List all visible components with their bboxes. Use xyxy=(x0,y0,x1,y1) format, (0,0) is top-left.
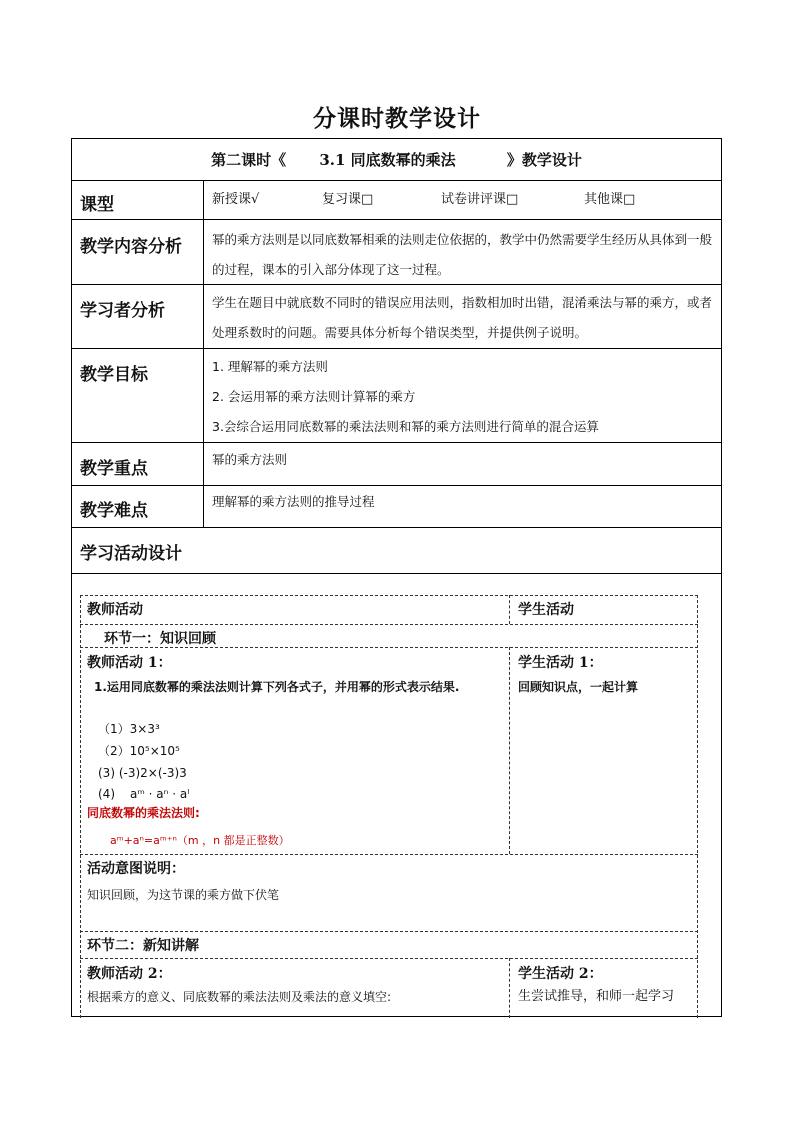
label-learner-analysis: 学习者分析 xyxy=(80,301,165,321)
lesson-header xyxy=(72,149,721,170)
exercise-4-expression: aᵐ · aⁿ · aˡ xyxy=(130,787,190,801)
course-type-review: 复习课□ xyxy=(322,192,374,207)
label-key-point: 教学重点 xyxy=(80,459,148,479)
label-difficulty: 教学难点 xyxy=(80,501,148,521)
lesson-design-table xyxy=(71,138,722,1017)
course-type-exam-review: 试卷讲评课□ xyxy=(441,192,519,207)
divider xyxy=(72,485,721,486)
rule-title: 同底数幂的乘法法则: xyxy=(87,806,200,820)
goal-item-1: 1. 理解幂的乘方法则 xyxy=(212,359,328,374)
exercise-3: (3) (-3)2×(-3)3 xyxy=(98,766,187,780)
teacher-activity-2-title: 教师活动 2： xyxy=(87,966,172,982)
difficulty-text: 理解幂的乘方法则的推导过程 xyxy=(212,494,375,509)
key-point-text: 幂的乘方法则 xyxy=(212,452,288,467)
lesson-title: 3.1 同底数幂的乘法 xyxy=(319,151,456,169)
intent-text: 知识回顾，为这节课的乘方做下伏笔 xyxy=(87,888,280,902)
rule-formula: aᵐ+aⁿ=aᵐ⁺ⁿ（m ，n 都是正整数） xyxy=(110,834,290,847)
divider xyxy=(72,284,721,285)
learner-analysis-text: 学生在题目中就底数不同时的错误应用法则，指数相加时出错，混淆乘法与幂的乘方，或者处理系数时的问题。需要具体分析每个错误类型，并提供例子说明。 xyxy=(212,295,713,340)
student-activity-2-title: 学生活动 2： xyxy=(518,966,603,982)
teacher-activity-header: 教师活动 xyxy=(87,602,143,618)
content-analysis-text: 幂的乘方法则是以同底数幂相乘的法则走位依据的，教学中仍然需要学生经历从具体到一般的过程，课本的引入部分体现了这一过程。 xyxy=(212,232,713,277)
divider xyxy=(72,527,721,528)
divider xyxy=(72,442,721,443)
label-activity-design: 学习活动设计 xyxy=(80,544,182,564)
divider xyxy=(72,180,721,181)
divider xyxy=(72,348,721,349)
activity-table xyxy=(80,595,698,1018)
section-2-title: 环节二：新知讲解 xyxy=(87,938,199,954)
exercise-4-label: (4) xyxy=(98,787,115,801)
exercise-1: （1）3×3³ xyxy=(98,722,160,736)
divider xyxy=(72,573,721,574)
course-type-other: 其他课□ xyxy=(584,192,636,207)
section-1-title: 环节一：知识回顾 xyxy=(104,631,216,647)
goal-item-2: 2. 会运用幂的乘方法则计算幂的乘方 xyxy=(212,389,416,404)
student-activity-1-title: 学生活动 1： xyxy=(518,655,603,671)
student-activity-1-text: 回顾知识点，一起计算 xyxy=(518,680,639,694)
goal-item-3: 3.会综合运用同底数幂的乘法法则和幂的乘方法则进行简单的混合运算 xyxy=(212,419,599,434)
student-activity-header: 学生活动 xyxy=(518,602,574,618)
student-activity-2-text: 生尝试推导，和师一起学习 xyxy=(518,989,675,1004)
teacher-activity-1-task: 1.运用同底数幂的乘法法则计算下列各式子，并用幂的形式表示结果. xyxy=(94,680,460,694)
exercise-2: （2）10⁵×10⁵ xyxy=(98,744,180,758)
course-type-new: 新授课√ xyxy=(212,192,260,207)
intent-title: 活动意图说明： xyxy=(87,861,185,877)
header-suffix: 》教学设计 xyxy=(506,151,582,169)
column-divider xyxy=(203,180,204,527)
teacher-activity-2-text: 根据乘方的意义、同底数幂的乘法法则及乘法的意义填空: xyxy=(87,990,392,1004)
label-teaching-goals: 教学目标 xyxy=(80,365,148,385)
divider xyxy=(72,219,721,220)
label-course-type: 课型 xyxy=(80,195,114,215)
header-prefix: 第二课时《 xyxy=(211,151,287,169)
page-title: 分课时教学设计 xyxy=(313,105,481,132)
label-content-analysis: 教学内容分析 xyxy=(80,237,182,257)
teacher-activity-1-title: 教师活动 1： xyxy=(87,655,172,671)
